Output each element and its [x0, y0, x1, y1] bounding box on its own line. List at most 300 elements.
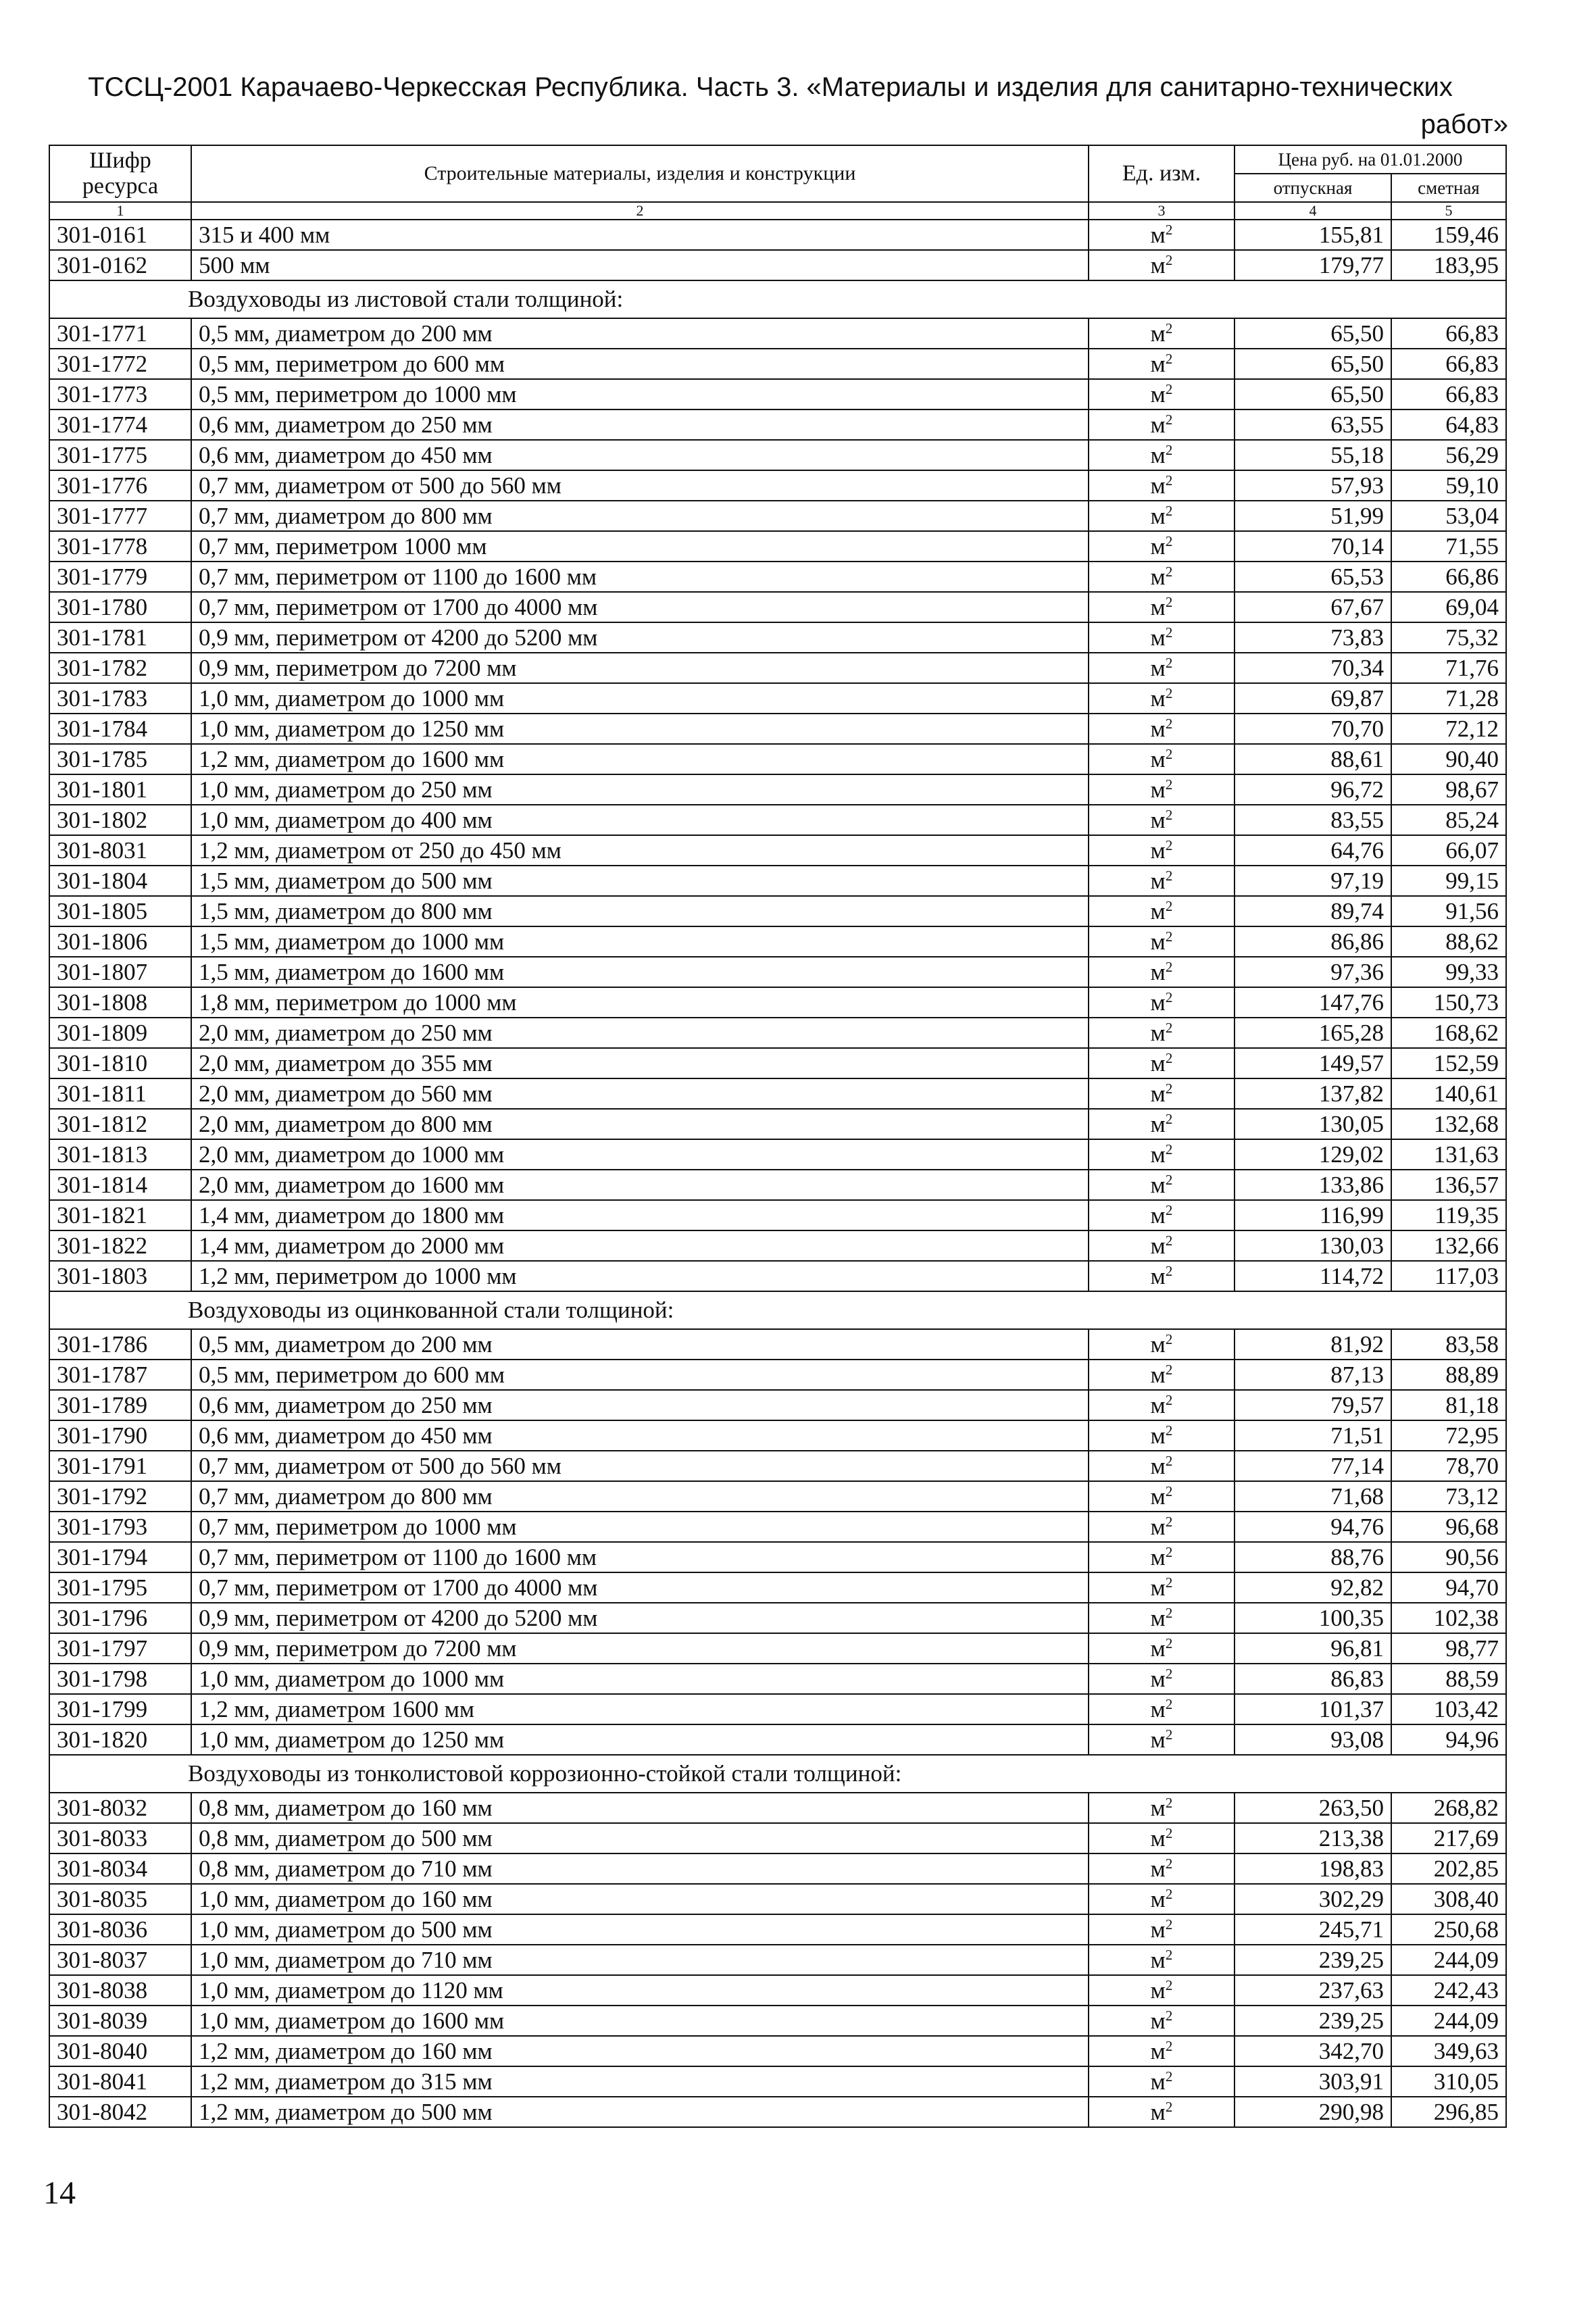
material-name: 0,7 мм, периметром до 1000 мм [191, 1512, 1089, 1542]
estimate-price: 66,83 [1391, 318, 1506, 349]
material-name: 2,0 мм, диаметром до 800 мм [191, 1109, 1089, 1139]
header-release-price: отпускная [1235, 174, 1391, 202]
unit-exponent: 2 [1165, 1049, 1173, 1066]
header-col-number: 3 [1089, 202, 1235, 220]
estimate-price: 98,67 [1391, 774, 1506, 805]
release-price: 79,57 [1235, 1390, 1391, 1420]
unit-cell [1089, 220, 1235, 250]
table-row [49, 1823, 1506, 1853]
estimate-price: 217,69 [1391, 1823, 1506, 1853]
resource-code: 301-1808 [49, 987, 191, 1018]
table-row [49, 1853, 1506, 1884]
release-price: 87,13 [1235, 1360, 1391, 1390]
material-name: 0,5 мм, периметром до 600 мм [191, 349, 1089, 379]
release-price: 137,82 [1235, 1078, 1391, 1109]
unit-cell [1089, 957, 1235, 987]
release-price: 83,55 [1235, 805, 1391, 835]
resource-code: 301-8041 [49, 2066, 191, 2097]
estimate-price: 66,07 [1391, 835, 1506, 866]
table-row [49, 220, 1506, 250]
resource-code: 301-1785 [49, 744, 191, 774]
table-row [49, 562, 1506, 592]
resource-code: 301-0162 [49, 250, 191, 280]
release-price: 70,14 [1235, 531, 1391, 562]
unit-base: м [1150, 776, 1166, 803]
material-name: 1,2 мм, диаметром до 500 мм [191, 2097, 1089, 2127]
material-name: 0,5 мм, периметром до 600 мм [191, 1360, 1089, 1390]
resource-code: 301-1799 [49, 1694, 191, 1724]
table-row [49, 987, 1506, 1018]
unit-cell [1089, 835, 1235, 866]
unit-cell [1089, 1664, 1235, 1694]
unit-base: м [1150, 867, 1166, 894]
material-name: 0,6 мм, диаметром до 450 мм [191, 1420, 1089, 1451]
table-row [49, 1694, 1506, 1724]
unit-base: м [1150, 1141, 1166, 1168]
material-name: 1,2 мм, диаметром до 160 мм [191, 2036, 1089, 2066]
resource-code: 301-1779 [49, 562, 191, 592]
release-price: 213,38 [1235, 1823, 1391, 1853]
release-price: 97,36 [1235, 957, 1391, 987]
header-unit: Ед. изм. [1089, 145, 1235, 202]
unit-base: м [1150, 472, 1166, 499]
estimate-price: 132,66 [1391, 1230, 1506, 1261]
table-row [49, 1633, 1506, 1664]
table-row [49, 409, 1506, 440]
unit-exponent: 2 [1165, 1361, 1173, 1378]
unit-base: м [1150, 221, 1166, 248]
release-price: 81,92 [1235, 1329, 1391, 1360]
unit-cell [1089, 1048, 1235, 1078]
unit-base: м [1150, 1604, 1166, 1631]
estimate-price: 98,77 [1391, 1633, 1506, 1664]
unit-cell [1089, 562, 1235, 592]
release-price: 100,35 [1235, 1603, 1391, 1633]
estimate-price: 94,96 [1391, 1724, 1506, 1755]
unit-base: м [1150, 1885, 1166, 1912]
unit-cell [1089, 714, 1235, 744]
unit-cell [1089, 744, 1235, 774]
unit-exponent: 2 [1165, 1543, 1173, 1560]
release-price: 70,70 [1235, 714, 1391, 744]
unit-exponent: 2 [1165, 1452, 1173, 1469]
resource-code: 301-1792 [49, 1481, 191, 1512]
unit-exponent: 2 [1165, 1513, 1173, 1530]
table-row [49, 318, 1506, 349]
table-row [49, 622, 1506, 653]
estimate-price: 152,59 [1391, 1048, 1506, 1078]
unit-base: м [1150, 1665, 1166, 1692]
release-price: 73,83 [1235, 622, 1391, 653]
unit-base: м [1150, 806, 1166, 833]
material-name: 1,2 мм, диаметром от 250 до 450 мм [191, 835, 1089, 866]
unit-exponent: 2 [1165, 2037, 1173, 2054]
unit-cell [1089, 1329, 1235, 1360]
estimate-price: 244,09 [1391, 2006, 1506, 2036]
table-row [49, 714, 1506, 744]
estimate-price: 66,83 [1391, 379, 1506, 409]
unit-base: м [1150, 1232, 1166, 1259]
table-row [49, 349, 1506, 379]
unit-cell [1089, 1975, 1235, 2006]
table-row [49, 1975, 1506, 2006]
unit-cell [1089, 866, 1235, 896]
resource-code: 301-1807 [49, 957, 191, 987]
unit-base: м [1150, 1483, 1166, 1510]
unit-exponent: 2 [1165, 776, 1173, 793]
unit-exponent: 2 [1165, 1019, 1173, 1036]
table-row [49, 470, 1506, 501]
estimate-price: 66,83 [1391, 349, 1506, 379]
unit-exponent: 2 [1165, 745, 1173, 762]
release-price: 116,99 [1235, 1200, 1391, 1230]
material-name: 0,9 мм, периметром от 4200 до 5200 мм [191, 622, 1089, 653]
unit-exponent: 2 [1165, 867, 1173, 884]
unit-cell [1089, 1481, 1235, 1512]
unit-cell [1089, 1230, 1235, 1261]
release-price: 245,71 [1235, 1914, 1391, 1945]
release-price: 133,86 [1235, 1170, 1391, 1200]
table-row [49, 653, 1506, 683]
release-price: 51,99 [1235, 501, 1391, 531]
release-price: 149,57 [1235, 1048, 1391, 1078]
estimate-price: 250,68 [1391, 1914, 1506, 1945]
unit-base: м [1150, 684, 1166, 712]
page-title: ТССЦ-2001 Карачаево-Черкесская Республика. Часть 3. «Материалы и изделия для санитарно-технических [88, 72, 1453, 102]
unit-base: м [1150, 1452, 1166, 1479]
resource-code: 301-1802 [49, 805, 191, 835]
estimate-price: 132,68 [1391, 1109, 1506, 1139]
header-estimate-price: сметная [1391, 174, 1506, 202]
unit-cell [1089, 2097, 1235, 2127]
unit-exponent: 2 [1165, 563, 1173, 580]
unit-exponent: 2 [1165, 1110, 1173, 1127]
estimate-price: 64,83 [1391, 409, 1506, 440]
release-price: 89,74 [1235, 896, 1391, 926]
unit-exponent: 2 [1165, 411, 1173, 428]
table-row [49, 1078, 1506, 1109]
unit-cell [1089, 531, 1235, 562]
estimate-price: 168,62 [1391, 1018, 1506, 1048]
release-price: 303,91 [1235, 2066, 1391, 2097]
table-row [49, 1200, 1506, 1230]
resource-code: 301-1796 [49, 1603, 191, 1633]
unit-base: м [1150, 251, 1166, 278]
material-name: 1,0 мм, диаметром до 400 мм [191, 805, 1089, 835]
unit-cell [1089, 592, 1235, 622]
release-price: 77,14 [1235, 1451, 1391, 1481]
unit-base: м [1150, 1080, 1166, 1107]
resource-code: 301-1789 [49, 1390, 191, 1420]
estimate-price: 66,86 [1391, 562, 1506, 592]
table-row [49, 1230, 1506, 1261]
unit-exponent: 2 [1165, 350, 1173, 367]
unit-base: м [1150, 2007, 1166, 2034]
resource-code: 301-1790 [49, 1420, 191, 1451]
unit-exponent: 2 [1165, 837, 1173, 853]
unit-exponent: 2 [1165, 1885, 1173, 1902]
release-price: 67,67 [1235, 592, 1391, 622]
estimate-price: 85,24 [1391, 805, 1506, 835]
table-row [49, 250, 1506, 280]
release-price: 65,50 [1235, 379, 1391, 409]
unit-base: м [1150, 411, 1166, 438]
unit-exponent: 2 [1165, 1483, 1173, 1499]
unit-exponent: 2 [1165, 2007, 1173, 2024]
table-row [49, 896, 1506, 926]
resource-code: 301-1793 [49, 1512, 191, 1542]
unit-exponent: 2 [1165, 684, 1173, 701]
unit-cell [1089, 1724, 1235, 1755]
unit-base: м [1150, 1574, 1166, 1601]
table-row [49, 957, 1506, 987]
estimate-price: 69,04 [1391, 592, 1506, 622]
unit-exponent: 2 [1165, 1665, 1173, 1682]
estimate-price: 242,43 [1391, 1975, 1506, 2006]
material-name: 1,0 мм, диаметром до 500 мм [191, 1914, 1089, 1945]
unit-base: м [1150, 715, 1166, 742]
unit-exponent: 2 [1165, 1635, 1173, 1651]
material-name: 0,8 мм, диаметром до 710 мм [191, 1853, 1089, 1884]
table-row [49, 774, 1506, 805]
estimate-price: 183,95 [1391, 250, 1506, 280]
material-name: 0,7 мм, периметром от 1700 до 4000 мм [191, 592, 1089, 622]
unit-base: м [1150, 1171, 1166, 1198]
page-number: 14 [43, 2175, 76, 2211]
unit-base: м [1150, 1543, 1166, 1570]
unit-exponent: 2 [1165, 221, 1173, 238]
page-title-continuation: работ» [1420, 109, 1508, 139]
estimate-price: 73,12 [1391, 1481, 1506, 1512]
estimate-price: 268,82 [1391, 1793, 1506, 1823]
table-row [49, 1390, 1506, 1420]
release-price: 93,08 [1235, 1724, 1391, 1755]
estimate-price: 53,04 [1391, 501, 1506, 531]
release-price: 165,28 [1235, 1018, 1391, 1048]
table-row [49, 1542, 1506, 1572]
unit-exponent: 2 [1165, 1695, 1173, 1712]
estimate-price: 91,56 [1391, 896, 1506, 926]
release-price: 65,53 [1235, 562, 1391, 592]
release-price: 96,81 [1235, 1633, 1391, 1664]
material-name: 1,0 мм, диаметром до 160 мм [191, 1884, 1089, 1914]
unit-exponent: 2 [1165, 1262, 1173, 1279]
resource-code: 301-1821 [49, 1200, 191, 1230]
table-row [49, 1664, 1506, 1694]
estimate-price: 140,61 [1391, 1078, 1506, 1109]
material-name: 1,0 мм, диаметром до 1000 мм [191, 683, 1089, 714]
unit-cell [1089, 774, 1235, 805]
unit-base: м [1150, 1916, 1166, 1943]
unit-cell [1089, 683, 1235, 714]
resource-code: 301-8038 [49, 1975, 191, 2006]
estimate-price: 83,58 [1391, 1329, 1506, 1360]
table-row [49, 1018, 1506, 1048]
material-name: 0,7 мм, диаметром от 500 до 560 мм [191, 1451, 1089, 1481]
estimate-price: 202,85 [1391, 1853, 1506, 1884]
table-row [49, 440, 1506, 470]
unit-base: м [1150, 532, 1166, 559]
table-body [49, 220, 1506, 2127]
unit-exponent: 2 [1165, 593, 1173, 610]
unit-exponent: 2 [1165, 928, 1173, 945]
table-row [49, 1261, 1506, 1291]
header-price: Цена руб. на 01.01.2000 [1235, 145, 1506, 174]
table-row [49, 1793, 1506, 1823]
unit-exponent: 2 [1165, 441, 1173, 458]
resource-code: 301-1822 [49, 1230, 191, 1261]
estimate-price: 119,35 [1391, 1200, 1506, 1230]
unit-base: м [1150, 837, 1166, 864]
estimate-price: 296,85 [1391, 2097, 1506, 2127]
material-name: 2,0 мм, диаметром до 560 мм [191, 1078, 1089, 1109]
unit-exponent: 2 [1165, 1574, 1173, 1591]
resource-code: 301-8031 [49, 835, 191, 866]
estimate-price: 75,32 [1391, 622, 1506, 653]
resource-code: 301-1811 [49, 1078, 191, 1109]
release-price: 63,55 [1235, 409, 1391, 440]
unit-cell [1089, 1018, 1235, 1048]
material-name: 1,0 мм, диаметром до 1600 мм [191, 2006, 1089, 2036]
resource-code: 301-1786 [49, 1329, 191, 1360]
resource-code: 301-1794 [49, 1542, 191, 1572]
resource-code: 301-8035 [49, 1884, 191, 1914]
header-col-number: 2 [191, 202, 1089, 220]
unit-cell [1089, 896, 1235, 926]
table-row [49, 1724, 1506, 1755]
unit-cell [1089, 379, 1235, 409]
material-name: 1,0 мм, диаметром до 250 мм [191, 774, 1089, 805]
resource-code: 301-8036 [49, 1914, 191, 1945]
table-row [49, 1603, 1506, 1633]
unit-base: м [1150, 563, 1166, 590]
unit-exponent: 2 [1165, 1604, 1173, 1621]
material-name: 1,0 мм, диаметром до 1250 мм [191, 1724, 1089, 1755]
estimate-price: 103,42 [1391, 1694, 1506, 1724]
unit-base: м [1150, 745, 1166, 772]
release-price: 198,83 [1235, 1853, 1391, 1884]
unit-base: м [1150, 958, 1166, 985]
estimate-price: 88,62 [1391, 926, 1506, 957]
resource-code: 301-1798 [49, 1664, 191, 1694]
unit-base: м [1150, 1110, 1166, 1137]
estimate-price: 102,38 [1391, 1603, 1506, 1633]
header-col-number: 4 [1235, 202, 1391, 220]
material-name: 1,2 мм, диаметром 1600 мм [191, 1694, 1089, 1724]
release-price: 130,03 [1235, 1230, 1391, 1261]
unit-base: м [1150, 1824, 1166, 1851]
unit-exponent: 2 [1165, 1201, 1173, 1218]
material-name: 0,5 мм, периметром до 1000 мм [191, 379, 1089, 409]
unit-base: м [1150, 502, 1166, 529]
material-name: 0,7 мм, периметром от 1100 до 1600 мм [191, 1542, 1089, 1572]
release-price: 65,50 [1235, 349, 1391, 379]
section-heading: Воздуховоды из листовой стали толщиной: [49, 280, 1506, 318]
material-name: 1,5 мм, диаметром до 1000 мм [191, 926, 1089, 957]
resource-code: 301-1784 [49, 714, 191, 744]
unit-cell [1089, 1694, 1235, 1724]
estimate-price: 88,59 [1391, 1664, 1506, 1694]
table-row [49, 1329, 1506, 1360]
estimate-price: 131,63 [1391, 1139, 1506, 1170]
unit-cell [1089, 1170, 1235, 1200]
resource-code: 301-8042 [49, 2097, 191, 2127]
table-row [49, 1481, 1506, 1512]
unit-base: м [1150, 1330, 1166, 1358]
unit-cell [1089, 1945, 1235, 1975]
unit-base: м [1150, 1855, 1166, 1882]
material-name: 1,2 мм, диаметром до 315 мм [191, 2066, 1089, 2097]
release-price: 71,51 [1235, 1420, 1391, 1451]
material-name: 2,0 мм, диаметром до 1600 мм [191, 1170, 1089, 1200]
unit-cell [1089, 1542, 1235, 1572]
estimate-price: 81,18 [1391, 1390, 1506, 1420]
release-price: 96,72 [1235, 774, 1391, 805]
unit-base: м [1150, 1422, 1166, 1449]
release-price: 342,70 [1235, 2036, 1391, 2066]
unit-base: м [1150, 928, 1166, 955]
section-row [49, 1755, 1506, 1793]
unit-exponent: 2 [1165, 1391, 1173, 1408]
estimate-price: 72,12 [1391, 714, 1506, 744]
unit-cell [1089, 1853, 1235, 1884]
table-row [49, 2036, 1506, 2066]
unit-base: м [1150, 1726, 1166, 1753]
unit-base: м [1150, 2037, 1166, 2064]
unit-cell [1089, 1793, 1235, 1823]
estimate-price: 310,05 [1391, 2066, 1506, 2097]
resource-code: 301-8032 [49, 1793, 191, 1823]
unit-base: м [1150, 1049, 1166, 1076]
material-name: 315 и 400 мм [191, 220, 1089, 250]
resource-code: 301-1797 [49, 1633, 191, 1664]
material-name: 0,7 мм, периметром от 1700 до 4000 мм [191, 1572, 1089, 1603]
unit-exponent: 2 [1165, 532, 1173, 549]
unit-exponent: 2 [1165, 1824, 1173, 1841]
resource-code: 301-8037 [49, 1945, 191, 1975]
release-price: 86,83 [1235, 1664, 1391, 1694]
table-row [49, 379, 1506, 409]
unit-base: м [1150, 380, 1166, 407]
table-row [49, 2006, 1506, 2036]
table-row [49, 866, 1506, 896]
unit-cell [1089, 1512, 1235, 1542]
unit-exponent: 2 [1165, 715, 1173, 732]
estimate-price: 117,03 [1391, 1261, 1506, 1291]
material-name: 1,0 мм, диаметром до 1120 мм [191, 1975, 1089, 2006]
material-name: 1,5 мм, диаметром до 800 мм [191, 896, 1089, 926]
material-name: 0,8 мм, диаметром до 160 мм [191, 1793, 1089, 1823]
table-row [49, 531, 1506, 562]
material-name: 1,4 мм, диаметром до 1800 мм [191, 1200, 1089, 1230]
unit-cell [1089, 1603, 1235, 1633]
estimate-price: 96,68 [1391, 1512, 1506, 1542]
release-price: 94,76 [1235, 1512, 1391, 1542]
material-name: 1,2 мм, диаметром до 1600 мм [191, 744, 1089, 774]
material-name: 0,5 мм, диаметром до 200 мм [191, 1329, 1089, 1360]
release-price: 97,19 [1235, 866, 1391, 896]
unit-cell [1089, 1109, 1235, 1139]
material-name: 0,7 мм, диаметром от 500 до 560 мм [191, 470, 1089, 501]
resource-code: 301-8033 [49, 1823, 191, 1853]
release-price: 64,76 [1235, 835, 1391, 866]
resource-code: 301-1813 [49, 1139, 191, 1170]
unit-cell [1089, 1914, 1235, 1945]
estimate-price: 72,95 [1391, 1420, 1506, 1451]
unit-exponent: 2 [1165, 1855, 1173, 1872]
unit-cell [1089, 1078, 1235, 1109]
section-row [49, 1291, 1506, 1329]
